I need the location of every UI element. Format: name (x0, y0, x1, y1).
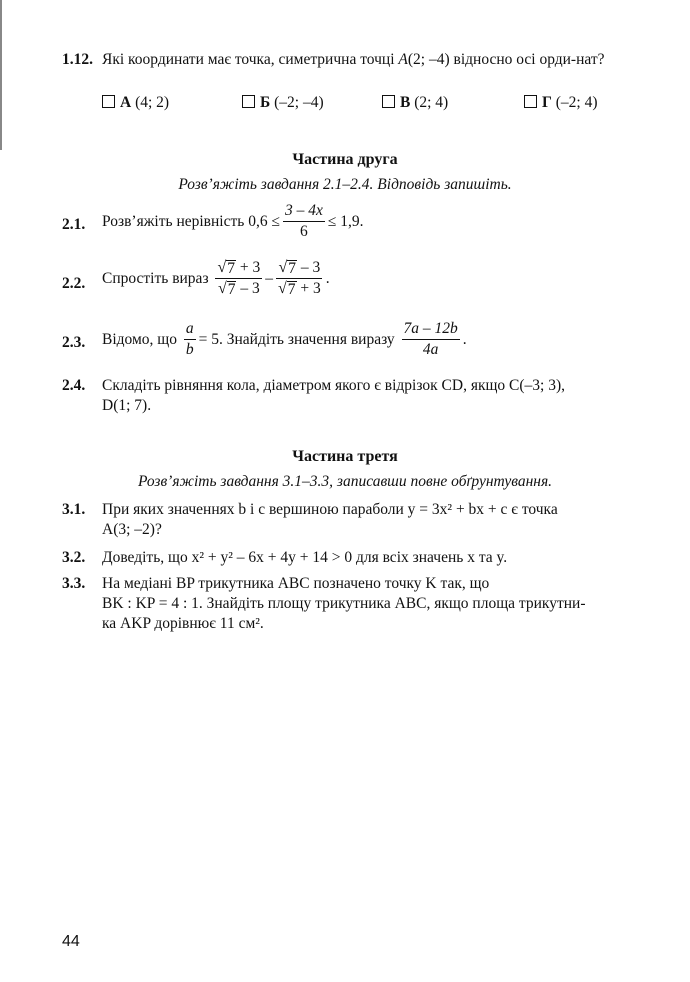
task-number: 3.2. (62, 549, 86, 566)
fraction: $\frac{3 - 4x}{6}$ (284, 202, 323, 240)
task-text: Які координати має точка, симетрична точці A(2; –4) відносно осі орди-нат? (102, 51, 605, 68)
scan-margin-line (0, 0, 2, 150)
task-number: 2.1. (62, 216, 86, 233)
task-3-2: 3.2. Доведіть, що x² + y² – 6x + 4y + 14 > 0 для всіх значень x та y. (62, 549, 508, 566)
task-number: 2.4. (62, 377, 86, 394)
option-d[interactable]: Г (–2; 4) (524, 93, 598, 113)
page-number: 44 (62, 933, 80, 950)
task-2-1: 2.1. Розв’яжіть нерівність 0,6 ≤ $\frac{3 - 4x}{6}$ ≤ 1,9. (62, 202, 364, 240)
task-2-2: 2.2. Спростіть вираз √ 7 + 3 √ 7 – 3 – √ 7 – 3 √ 7 + 3 . (62, 259, 330, 298)
task-3-3: 3.3. На медіані BP трикутника ABC позначено точку K так, що BK : KP = 4 : 1. Знайдіть площу трикутника ABC, якщо площа трикутни- ка AKP дорівнює 11 см². (62, 575, 586, 632)
sqrt-icon: √ 7 (217, 259, 235, 277)
task-number: 3.1. (62, 501, 86, 518)
part3-instruction: Розв’яжіть завдання 3.1–3.3, записавши повне обґрунтування. (137, 473, 553, 490)
answer-options (102, 93, 642, 115)
task-number: 2.3. (62, 334, 86, 351)
fraction-2: √ 7 – 3 √ 7 + 3 (277, 259, 321, 298)
checkbox-icon[interactable] (382, 95, 395, 108)
option-b[interactable]: Б (–2; –4) (242, 93, 324, 113)
sqrt-icon: √ 7 (217, 280, 236, 298)
part3-title: Частина третя (292, 448, 398, 465)
part2-title: Частина друга (292, 151, 398, 168)
task-2-4: 2.4. Складіть рівняння кола, діаметром якого є відрізок CD, якщо C(–3; 3), D(1; 7). (62, 377, 566, 414)
task-1-12 (62, 50, 670, 94)
option-a[interactable]: А (4; 2) (102, 93, 169, 113)
sqrt-icon: √ 7 (277, 280, 296, 298)
fraction: $\frac{7a - 12b}{4a}$ (403, 320, 458, 358)
task-number: 1.12. (62, 51, 93, 68)
checkbox-icon[interactable] (242, 95, 255, 108)
task-number: 2.2. (62, 275, 86, 292)
task-2-3: 2.3. Відомо, що $\frac{a}{b}$ = 5. Знайдіть значення виразу $\frac{7a - 12b}{4a}$ . (62, 320, 467, 358)
task-number: 3.3. (62, 575, 86, 592)
sqrt-icon: √ 7 (278, 259, 296, 277)
fraction: $\frac{a}{b}$ (185, 320, 194, 358)
fraction-1: √ 7 + 3 √ 7 – 3 (217, 259, 261, 298)
checkbox-icon[interactable] (524, 95, 537, 108)
option-c[interactable]: В (2; 4) (382, 93, 448, 113)
part2-instruction: Розв’яжіть завдання 2.1–2.4. Відповідь запишіть. (178, 176, 512, 193)
task-3-1: 3.1. При яких значеннях b і c вершиною параболи y = 3x² + bx + c є точка A(3; –2)? (62, 501, 558, 538)
checkbox-icon[interactable] (102, 95, 115, 108)
